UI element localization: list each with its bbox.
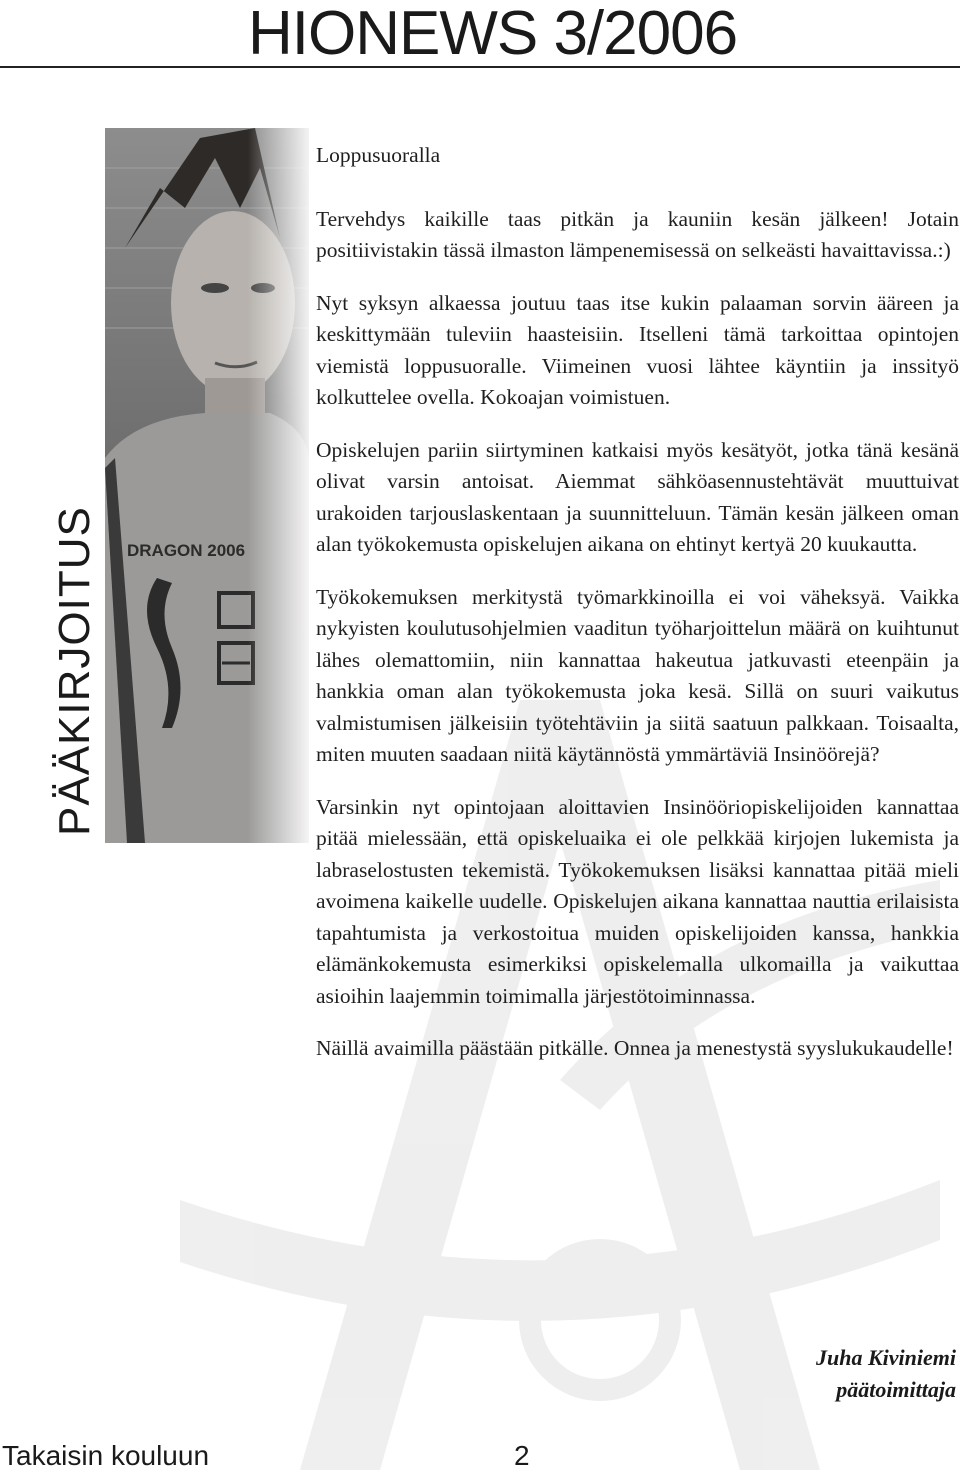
article-paragraph: Varsinkin nyt opintojaan aloittavien Insinööriopiskelijoiden kannattaa pitää mielessään, että opiskeluaika ei ole pelkkää kirjojen lukemista ja labraselostusten tekemistä. Työkokemuksen lisäksi kannattaa pitää mieli avoimena kaikelle uudelle. Opiskelujen aikana kannattaa nauttia erilaisista tapahtumista ja verkostoitua muiden opiskelijoiden kanssa, hankkia elämänkokemusta esimerkiksi opiskelemalla ulkomailla ja vaikuttaa asioihin laajemmin toimimalla järjestötoiminnassa.	[316, 794, 959, 1008]
editor-portrait-photo	[105, 128, 309, 843]
footer-page-number: 2	[514, 1440, 530, 1471]
article-paragraph: Opiskelujen pariin siirtyminen katkaisi myös kesätyöt, jotka tänä kesänä olivat varsin antoisat. Aiemmat sähköasennustehtävät muuttuivat urakoiden tarjouslaskentaan ja suunnitteluun. Tämän kesän jälkeen oman alan työkokemusta opiskelujen aikana on ehtinyt kertyä 20 kuukautta.	[316, 437, 959, 556]
masthead-title: HIONEWS 3/2006	[248, 0, 738, 68]
footer-publication-title: Takaisin kouluun	[2, 1440, 210, 1471]
article-paragraph: Työkokemuksen merkitystä työmarkkinoilla ei voi väheksyä. Vaikka nykyisten koulutusohjelmien vaaditun työharjoittelun määrä on kuihtunut lähes olemattomiin, niin kannattaa hakeutua jatkuvasti eteenpäin ja hankkia oman alan työkokemusta joka kesä. Sillä on suuri vaikutus valmistumisen jälkeisiin työtehtäviin ja siitä saatuun palkkaan. Toisaalta, miten muuten saadaan niitä käytännöstä ymmärtäviä Insinöörejä?	[316, 584, 959, 766]
article-heading: Loppusuoralla	[316, 143, 441, 167]
article-paragraph: Nyt syksyn alkaessa joutuu taas itse kukin palaaman sorvin ääreen ja keskittymään tuleviin haasteisiin. Itselleni tämä tarkoittaa opintojen viemistä loppusuoralle. Viimeinen vuosi lähtee käyntiin ja inssityö kolkuttelee ovella. Kokoajan voimistuen.	[316, 290, 959, 409]
signature-role: päätoimittaja	[836, 1377, 956, 1402]
article-paragraph: Näillä avaimilla päästään pitkälle. Onnea ja menestystä syyslukukaudelle!	[316, 1036, 954, 1060]
article-paragraph: Tervehdys kaikille taas pitkän ja kauniin kesän jälkeen! Jotain positiivistakin tässä ilmaston lämpenemisessä on selkeästi havaittavissa.:)	[316, 206, 959, 262]
signature-name: Juha Kiviniemi	[816, 1345, 956, 1370]
section-label: PÄÄKIRJOITUS	[50, 506, 99, 836]
signature-block	[816, 1342, 956, 1406]
masthead	[0, 0, 960, 68]
editorial-article	[316, 140, 959, 1086]
